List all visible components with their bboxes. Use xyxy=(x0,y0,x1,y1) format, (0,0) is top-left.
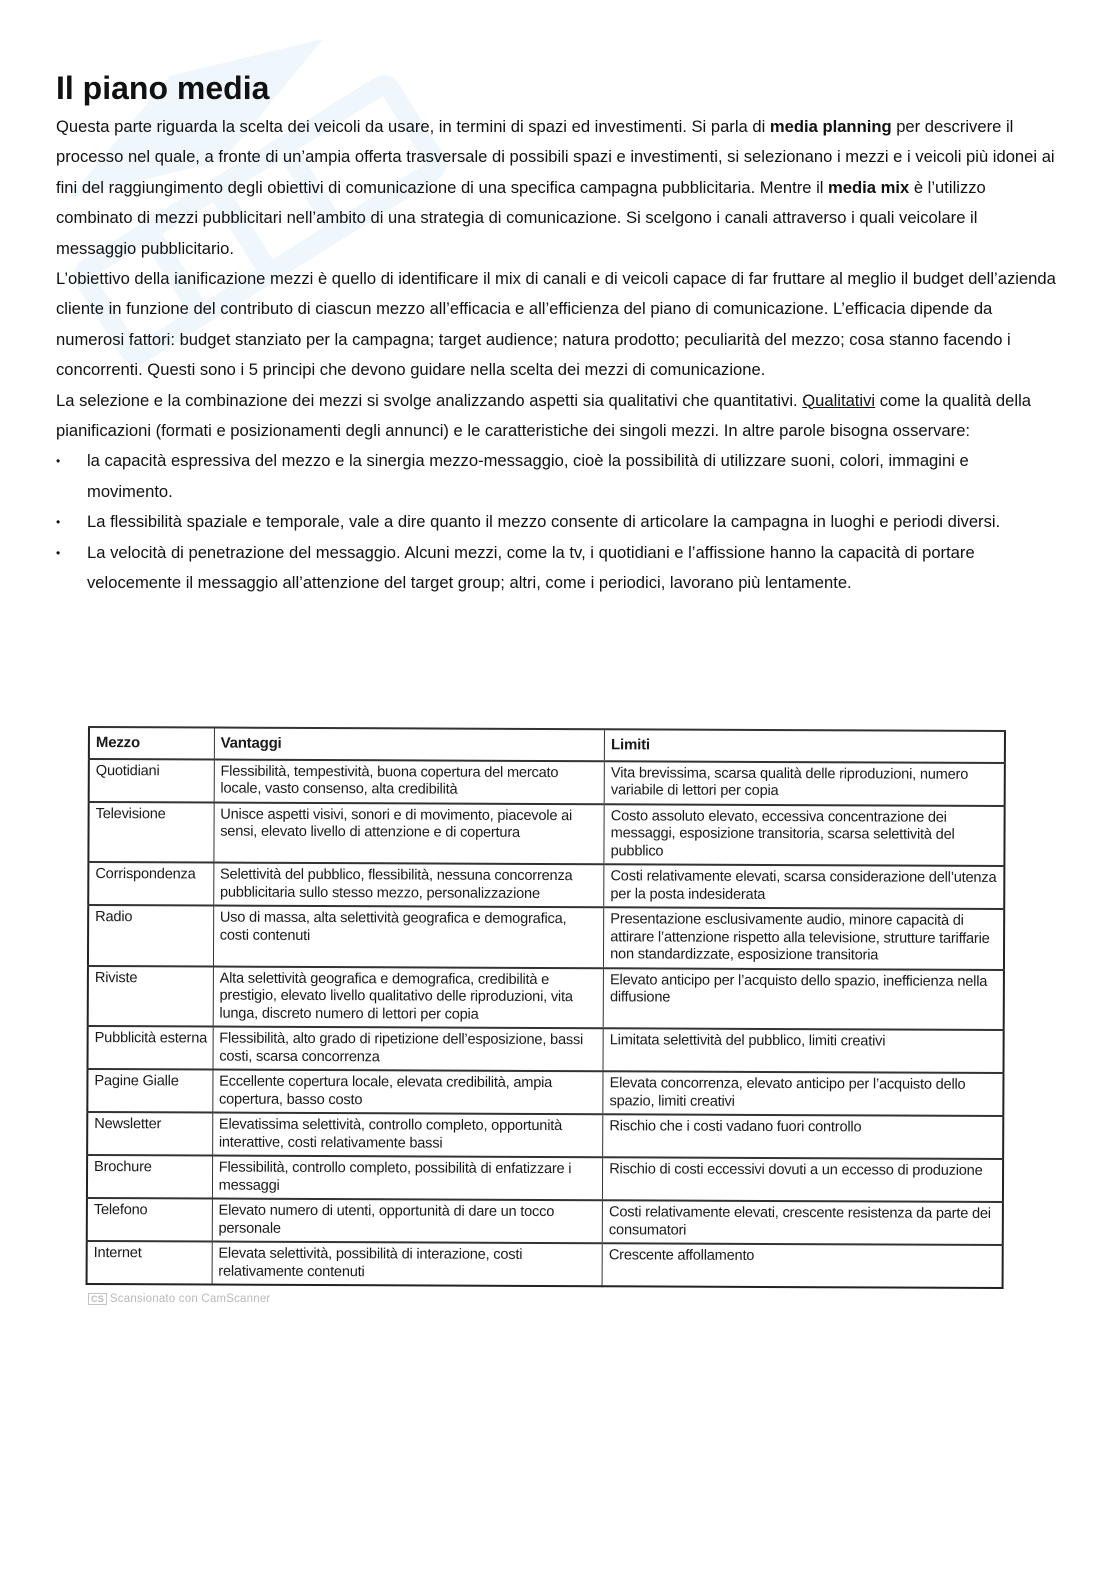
table-row xyxy=(88,966,1004,1030)
cell-limiti: Limitata selettività del pubblico, limiti creativi xyxy=(603,1028,1004,1073)
table-row xyxy=(88,1026,1004,1073)
cell-limiti: Costo assoluto elevato, eccessiva concentrazione dei messaggi, esposizione transitoria, scarsa selettività del pubblico xyxy=(604,804,1005,866)
scanned-table-image xyxy=(88,726,1008,1305)
table-row xyxy=(87,1155,1003,1202)
cell-vantaggi: Eccellente copertura locale, elevata credibilità, ampia copertura, basso costo xyxy=(213,1070,604,1115)
cell-mezzo: Newsletter xyxy=(87,1112,212,1156)
bullet-icon: • xyxy=(56,545,61,560)
camscanner-credit: CS Scansionato con CamScanner xyxy=(88,1293,1008,1305)
cell-limiti: Costi relativamente elevati, scarsa considerazione dell’utenza per la posta indesiderata xyxy=(604,864,1005,909)
term-qualitativi: Qualitativi xyxy=(802,390,876,410)
cell-limiti: Elevata concorrenza, elevato anticipo per l’acquisto dello spazio, limiti creativi xyxy=(603,1071,1004,1116)
term-media-mix: media mix xyxy=(828,177,910,197)
cell-mezzo: Internet xyxy=(87,1241,212,1285)
list-item: • la capacità espressiva del mezzo e la sinergia mezzo-messaggio, cioè la possibilità di utilizzare suoni, colori, immagini e movimento. xyxy=(56,446,1056,507)
cell-mezzo: Quotidiani xyxy=(89,759,214,803)
table-row xyxy=(89,759,1005,806)
media-comparison-table xyxy=(86,726,1006,1289)
cell-mezzo: Corrispondenza xyxy=(88,862,213,906)
header-mezzo: Mezzo xyxy=(89,727,214,759)
cell-mezzo: Televisione xyxy=(88,802,213,863)
camscanner-logo-icon: CS xyxy=(88,1293,107,1305)
paragraph-selezione: La selezione e la combinazione dei mezzi si svolge analizzando aspetti sia qualitativi che quantitativi. Qualitativi come la qualità della pianificazioni (formati e posizionamenti degli annunci) e le caratteristiche dei singoli mezzi. In altre parole bisogna osservare: xyxy=(56,390,1031,441)
header-vantaggi: Vantaggi xyxy=(214,728,605,761)
cell-mezzo: Riviste xyxy=(88,966,213,1027)
paragraph-obiettivo: L’obiettivo della ianificazione mezzi è quello di identificare il mix di canali e di veicoli capace di far fruttare al meglio il budget dell’azienda cliente in funzione del contributo di ciascun mezzo all’efficacia e all’efficienza del piano di comunicazione. L’efficacia dipende da numerosi fattori: budget stanziato per la campagna; target audience; natura prodotto; peculiarità del mezzo; cosa stanno facendo i concorrenti. Questi sono i 5 principi che devono guidare nella scelta dei mezzi di comunicazione. xyxy=(56,269,1056,380)
cell-limiti: Costi relativamente elevati, crescente resistenza da parte dei consumatori xyxy=(602,1200,1003,1245)
header-limiti: Limiti xyxy=(604,729,1004,762)
list-item: • La flessibilità spaziale e temporale, vale a dire quanto il mezzo consente di articolare la campagna in luoghi e periodi diversi. xyxy=(56,507,1056,537)
table-row xyxy=(88,802,1004,866)
cell-mezzo: Brochure xyxy=(87,1155,212,1199)
cell-mezzo: Radio xyxy=(88,905,213,966)
document-page xyxy=(56,66,1056,599)
page-title: Il piano media xyxy=(56,70,270,106)
paragraph-media-planning: Questa parte riguarda la scelta dei veicoli da usare, in termini di spazi ed investimenti. Si parla di media planning per descrivere il processo nel quale, a fronte di un’ampia offerta trasversale di possibili spazi e investimenti, si selezionano i mezzi e i veicoli più idonei ai fini del raggiungimento degli obiettivi di comunicazione di una specifica campagna pubblicitaria. Mentre il media mix è l’utilizzo combinato di mezzi pubblicitari nell’ambito di una strategia di comunicazione. Si scelgono i canali attraverso i quali veicolare il messaggio pubblicitario. xyxy=(56,117,1055,258)
cell-limiti: Rischio che i costi vadano fuori controllo xyxy=(603,1114,1004,1159)
cell-vantaggi: Flessibilità, tempestività, buona copertura del mercato locale, vasto consenso, alta credibilità xyxy=(214,759,605,804)
table-row xyxy=(88,905,1004,969)
cell-limiti: Rischio di costi eccessivi dovuti a un eccesso di produzione xyxy=(603,1157,1004,1202)
cell-limiti: Vita brevissima, scarsa qualità delle riproduzioni, numero variabile di lettori per copia xyxy=(604,761,1005,806)
cell-vantaggi: Flessibilità, alto grado di ripetizione dell’esposizione, bassi costi, scarsa concorrenza xyxy=(213,1027,604,1072)
term-media-planning: media planning xyxy=(769,117,892,136)
bullet-list xyxy=(56,446,1056,598)
table-row xyxy=(87,1112,1003,1159)
cell-mezzo: Telefono xyxy=(87,1198,212,1242)
cell-limiti: Presentazione esclusivamente audio, minore capacità di attirare l’attenzione rispetto alla televisione, strutture tariffarie non standardizzate, esposizione transitoria xyxy=(604,907,1005,969)
cell-mezzo: Pubblicità esterna xyxy=(88,1026,213,1070)
bullet-icon: • xyxy=(56,515,61,530)
cell-vantaggi: Elevato numero di utenti, opportunità di dare un tocco personale xyxy=(212,1199,603,1244)
table-row xyxy=(87,1198,1003,1245)
table-row xyxy=(88,862,1004,909)
table-header-row xyxy=(89,727,1005,762)
list-item: • La velocità di penetrazione del messaggio. Alcuni mezzi, come la tv, i quotidiani e l’affissione hanno la capacità di portare velocemente il messaggio all’attenzione del target group; altri, come i periodici, lavorano più lentamente. xyxy=(56,538,1056,599)
cell-vantaggi: Alta selettività geografica e demografica, credibilità e prestigio, elevato livello qualitativo delle riproduzioni, vita lunga, discreto numero di lettori per copia xyxy=(213,966,604,1028)
cell-vantaggi: Elevata selettività, possibilità di interazione, costi relativamente contenuti xyxy=(212,1242,603,1287)
cell-mezzo: Pagine Gialle xyxy=(87,1069,212,1113)
cell-vantaggi: Uso di massa, alta selettività geografica e demografica, costi contenuti xyxy=(213,906,604,968)
table-row xyxy=(87,1069,1003,1116)
cell-vantaggi: Flessibilità, controllo completo, possibilità di enfatizzare i messaggi xyxy=(212,1156,603,1201)
cell-limiti: Elevato anticipo per l’acquisto dello spazio, inefficienza nella diffusione xyxy=(603,968,1004,1030)
cell-vantaggi: Unisce aspetti visivi, sonori e di movimento, piacevole ai sensi, elevato livello di attenzione e di copertura xyxy=(214,802,605,864)
cell-vantaggi: Elevatissima selettività, controllo completo, opportunità interattive, costi relativamente bassi xyxy=(212,1113,603,1158)
cell-vantaggi: Selettività del pubblico, flessibilità, nessuna concorrenza pubblicitaria sullo stesso mezzo, personalizzazione xyxy=(213,863,604,908)
table-row xyxy=(87,1241,1003,1288)
cell-limiti: Crescente affollamento xyxy=(602,1243,1003,1288)
bullet-icon: • xyxy=(56,454,61,469)
